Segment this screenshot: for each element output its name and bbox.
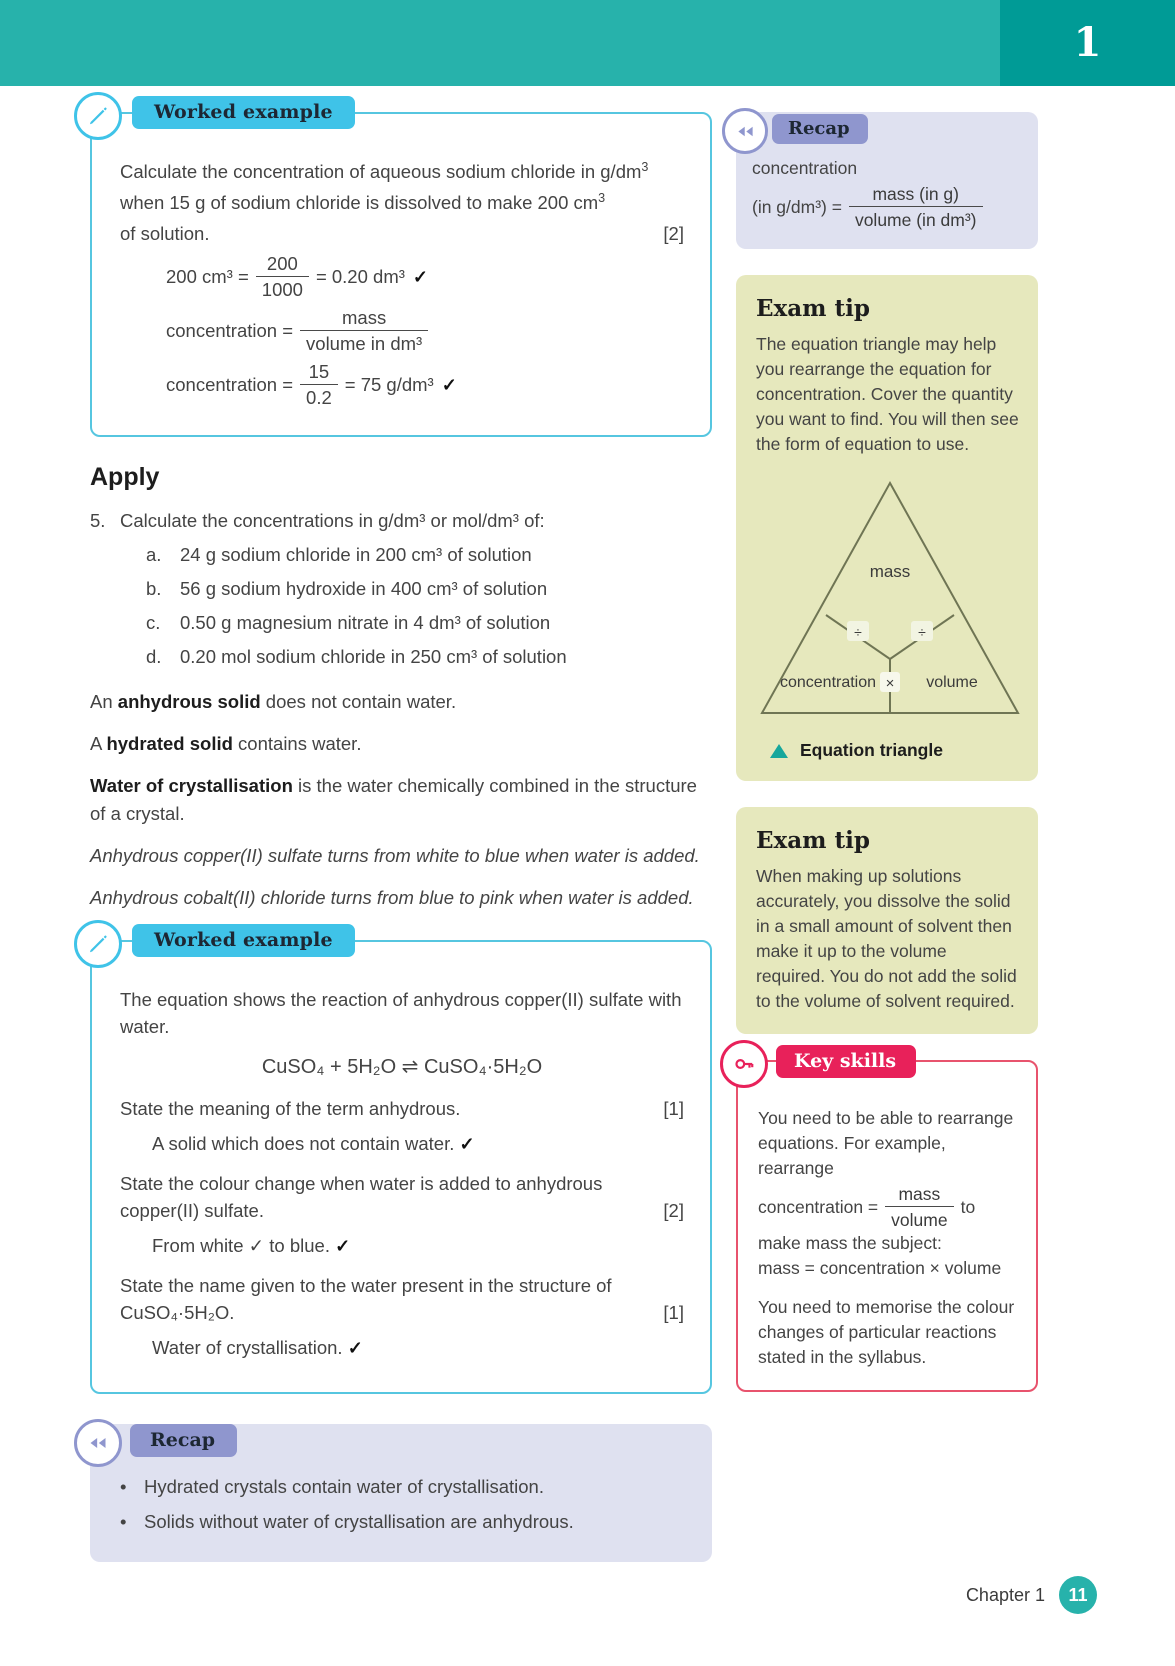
apply-sub-c-marker: c. [146,612,161,633]
we2-answer-2 [152,1232,684,1260]
rewind-icon [722,108,768,154]
we1-q3-text: of solution. [120,223,210,244]
we1-calc1-numerator: 200 [266,253,298,274]
we1-question-line-2: when 15 g of sodium chloride is dissolved to make 200 $cm^3$ [120,190,606,213]
def-0-rest: does not contain water. [260,691,457,712]
worked-example-1-body [92,114,710,435]
we1-q2-text: when 15 g of sodium chloride is dissolved to make 200 cm [120,192,599,213]
we1-calc1-denominator: 1000 [256,276,309,301]
worked-example-label: Worked example [132,96,355,129]
we2-question-2 [120,1170,684,1224]
def-0-term: anhydrous solid [117,691,261,712]
we1-calc1-left: 200 cm³ = [166,266,249,287]
worked-example-label: Worked example [132,924,355,957]
recap-label: Recap [130,1424,237,1457]
key-skills-fraction [885,1183,953,1231]
we1-calc3-numerator: 15 [308,361,330,382]
exam-tip-1-text: The equation triangle may help you rearrange the equation for concentration. Cover the quantity you want to find. You will then see the form of equation to use. [756,334,1019,454]
we1-calc-3 [166,361,684,409]
we1-calc3-denominator: 0.2 [300,384,338,409]
def-0-lead: An [90,691,118,712]
triangle-op-bottom: × [885,675,895,692]
definition-anhydrous-solid [90,688,712,716]
definition-hydrated-solid [90,730,712,758]
apply-question-number: 5. [90,510,106,531]
apply-sub-b-marker: b. [146,578,162,599]
apply-sub-a [146,538,712,572]
apply-sub-a-text: 24 g sodium chloride in 200 cm³ of solution [180,544,532,565]
page-footer [966,1576,1097,1614]
we2-question-3 [120,1272,684,1326]
key-skills-text-2b: mass = concentration × volume [758,1258,1002,1278]
triangle-op-right: ÷ [918,624,926,640]
we2-q2-marks: [2] [663,1200,684,1221]
worked-example-2-body [92,942,710,1392]
exam-tip-2 [736,807,1038,1034]
def-2-term: Water of crystallisation [90,775,293,796]
def-2-rest: is the water chemically combined in the structure of a crystal. [90,775,697,824]
apply-question-stem: Calculate the concentrations in g/dm³ or mol/dm³ of: [120,510,545,531]
triangle-top-label: mass [869,562,911,581]
we1-calc1-fraction [256,253,309,301]
we1-calc2-left: concentration = [166,320,294,341]
statement-cobalt-chloride: Anhydrous cobalt(II) chloride turns from blue to pink when water is added. [90,887,694,908]
pencil-icon [74,92,122,140]
left-column [90,101,712,1562]
we1-calc-2 [166,307,684,355]
we2-answer-1 [152,1130,684,1158]
triangle-bottom-right-label: volume [926,674,978,691]
apply-heading: Apply [90,463,160,491]
apply-sub-b [146,572,712,606]
recap-bullet-1-text: Hydrated crystals contain water of crystallisation. [144,1476,544,1497]
apply-question-5 [90,506,712,536]
apply-sub-d-text: 0.20 mol sodium chloride in 250 cm³ of solution [180,646,567,667]
def-1-lead: A [90,733,107,754]
we1-calc3-tick: ✓ [441,374,457,395]
we2-a3-tick: ✓ [347,1338,363,1358]
we1-calc3-right: = 75 g/dm³ [344,374,434,395]
apply-sub-c-text: 0.50 g magnesium nitrate in 4 dm³ of solution [180,612,551,633]
we2-intro: The equation shows the reaction of anhydrous copper(II) sulfate with water. [120,989,682,1037]
key-skills-formula-right: to [960,1196,976,1217]
we2-question-1 [120,1095,684,1122]
exam-tip-2-title: Exam tip [756,827,870,854]
we1-q1-text: Calculate the concentration of aqueous sodium chloride in g/dm [120,161,642,182]
apply-sub-d [146,640,712,674]
we2-a2-tick: ✓ [335,1236,351,1256]
key-skills-text-2a: make mass the subject: [758,1233,942,1253]
chapter-number: 1 [1073,19,1102,66]
we1-calc2-numerator: mass [342,307,387,328]
triangle-bottom-left-label: concentration [779,674,877,691]
key-skills-text-3: You need to memorise the colour changes of particular reactions stated in the syllabus. [758,1297,1015,1367]
we2-q1-marks: [1] [663,1098,684,1119]
we2-a1-tick: ✓ [459,1134,475,1154]
we1-calc1-right: = 0.20 dm³ [315,266,405,287]
worked-example-2 [90,929,712,1394]
pencil-icon [74,920,122,968]
side-recap-fraction [849,183,983,231]
we2-q2-text: State the colour change when water is added to anhydrous copper(II) sulfate. [120,1173,603,1221]
key-skills-formula-left: concentration = [758,1196,879,1217]
def-1-term: hydrated solid [106,733,233,754]
bullet-dot-icon: • [120,1476,127,1497]
side-recap-denominator: volume (in dm³) [849,206,983,231]
apply-sub-b-text: 56 g sodium hydroxide in 400 cm³ of solution [180,578,548,599]
we1-calc3-fraction [300,361,338,409]
we1-marks: [2] [663,223,684,244]
we1-calc1-tick: ✓ [412,266,428,287]
we2-a3-text: Water of crystallisation. [152,1337,343,1358]
footer-page-number: 11 [1059,1576,1097,1614]
apply-sub-c [146,606,712,640]
we2-answer-3 [152,1334,684,1362]
figure-caption [756,740,1020,761]
recap-bullet-1 [120,1472,688,1501]
definition-water-of-crystallisation [90,772,712,828]
page-header-band [0,0,1175,86]
key-skills-denominator: volume [885,1206,953,1231]
triangle-op-left: ÷ [854,624,862,640]
side-recap-formula-left: (in g/dm³) = [752,196,842,217]
side-recap-formula [752,183,1022,231]
key-skills-text-1: You need to be able to rearrange equations. For example, rearrange [758,1108,1014,1178]
recap-bullet-2 [120,1507,688,1536]
key-skills-box [736,1050,1038,1392]
key-skills-formula [758,1183,1020,1231]
we2-q3-text: State the name given to the water present in the structure of CuSO₄·5H₂O. [120,1275,612,1323]
side-recap-numerator: mass (in g) [872,184,959,204]
recap-bullet-2-text: Solids without water of crystallisation are anhydrous. [144,1511,574,1532]
we1-question-line-3 [120,220,684,247]
we1-calc2-denominator: volume in dm³ [300,330,428,355]
triangle-marker-icon [770,744,788,758]
exam-tip-2-text: When making up solutions accurately, you dissolve the solid in a small amount of solvent then make it up to the volume required. You do not add the solid to the volume of solvent required. [756,866,1017,1011]
we1-question-line-1: Calculate the concentration of aqueous sodium chloride in $g/dm^3$ [120,159,649,182]
we2-a1-text: A solid which does not contain water. [152,1133,455,1154]
right-column [736,112,1038,1392]
exam-tip-1 [736,275,1038,781]
bullet-dot-icon: • [120,1511,127,1532]
statement-copper-sulfate: Anhydrous copper(II) sulfate turns from white to blue when water is added. [90,845,700,866]
figure-caption-text: Equation triangle [800,740,943,760]
rewind-icon [74,1419,122,1467]
we2-q3-marks: [1] [663,1302,684,1323]
exam-tip-1-title: Exam tip [756,295,870,322]
side-recap [736,112,1038,249]
we2-q1-text: State the meaning of the term anhydrous. [120,1098,461,1119]
footer-chapter-label: Chapter 1 [965,1584,1045,1605]
recap-bottom [90,1424,712,1562]
recap-label: Recap [772,114,868,144]
we2-equation: CuSO₄ + 5H₂O ⇌ CuSO₄·5H₂O [261,1056,543,1078]
apply-sub-d-marker: d. [146,646,162,667]
we2-a2-text: From white ✓ to blue. [152,1235,330,1256]
we1-calc3-left: concentration = [166,374,294,395]
key-skills-numerator: mass [898,1184,941,1204]
we1-calc-1 [166,253,684,301]
key-skills-label: Key skills [776,1045,916,1078]
side-recap-line-1: concentration [752,158,858,178]
equation-triangle-figure [756,469,1020,761]
key-icon [720,1040,768,1088]
def-1-rest: contains water. [232,733,362,754]
we1-calc2-fraction [300,307,428,355]
apply-sub-a-marker: a. [146,544,162,565]
chapter-number-tab [1000,0,1175,86]
worked-example-1 [90,101,712,437]
